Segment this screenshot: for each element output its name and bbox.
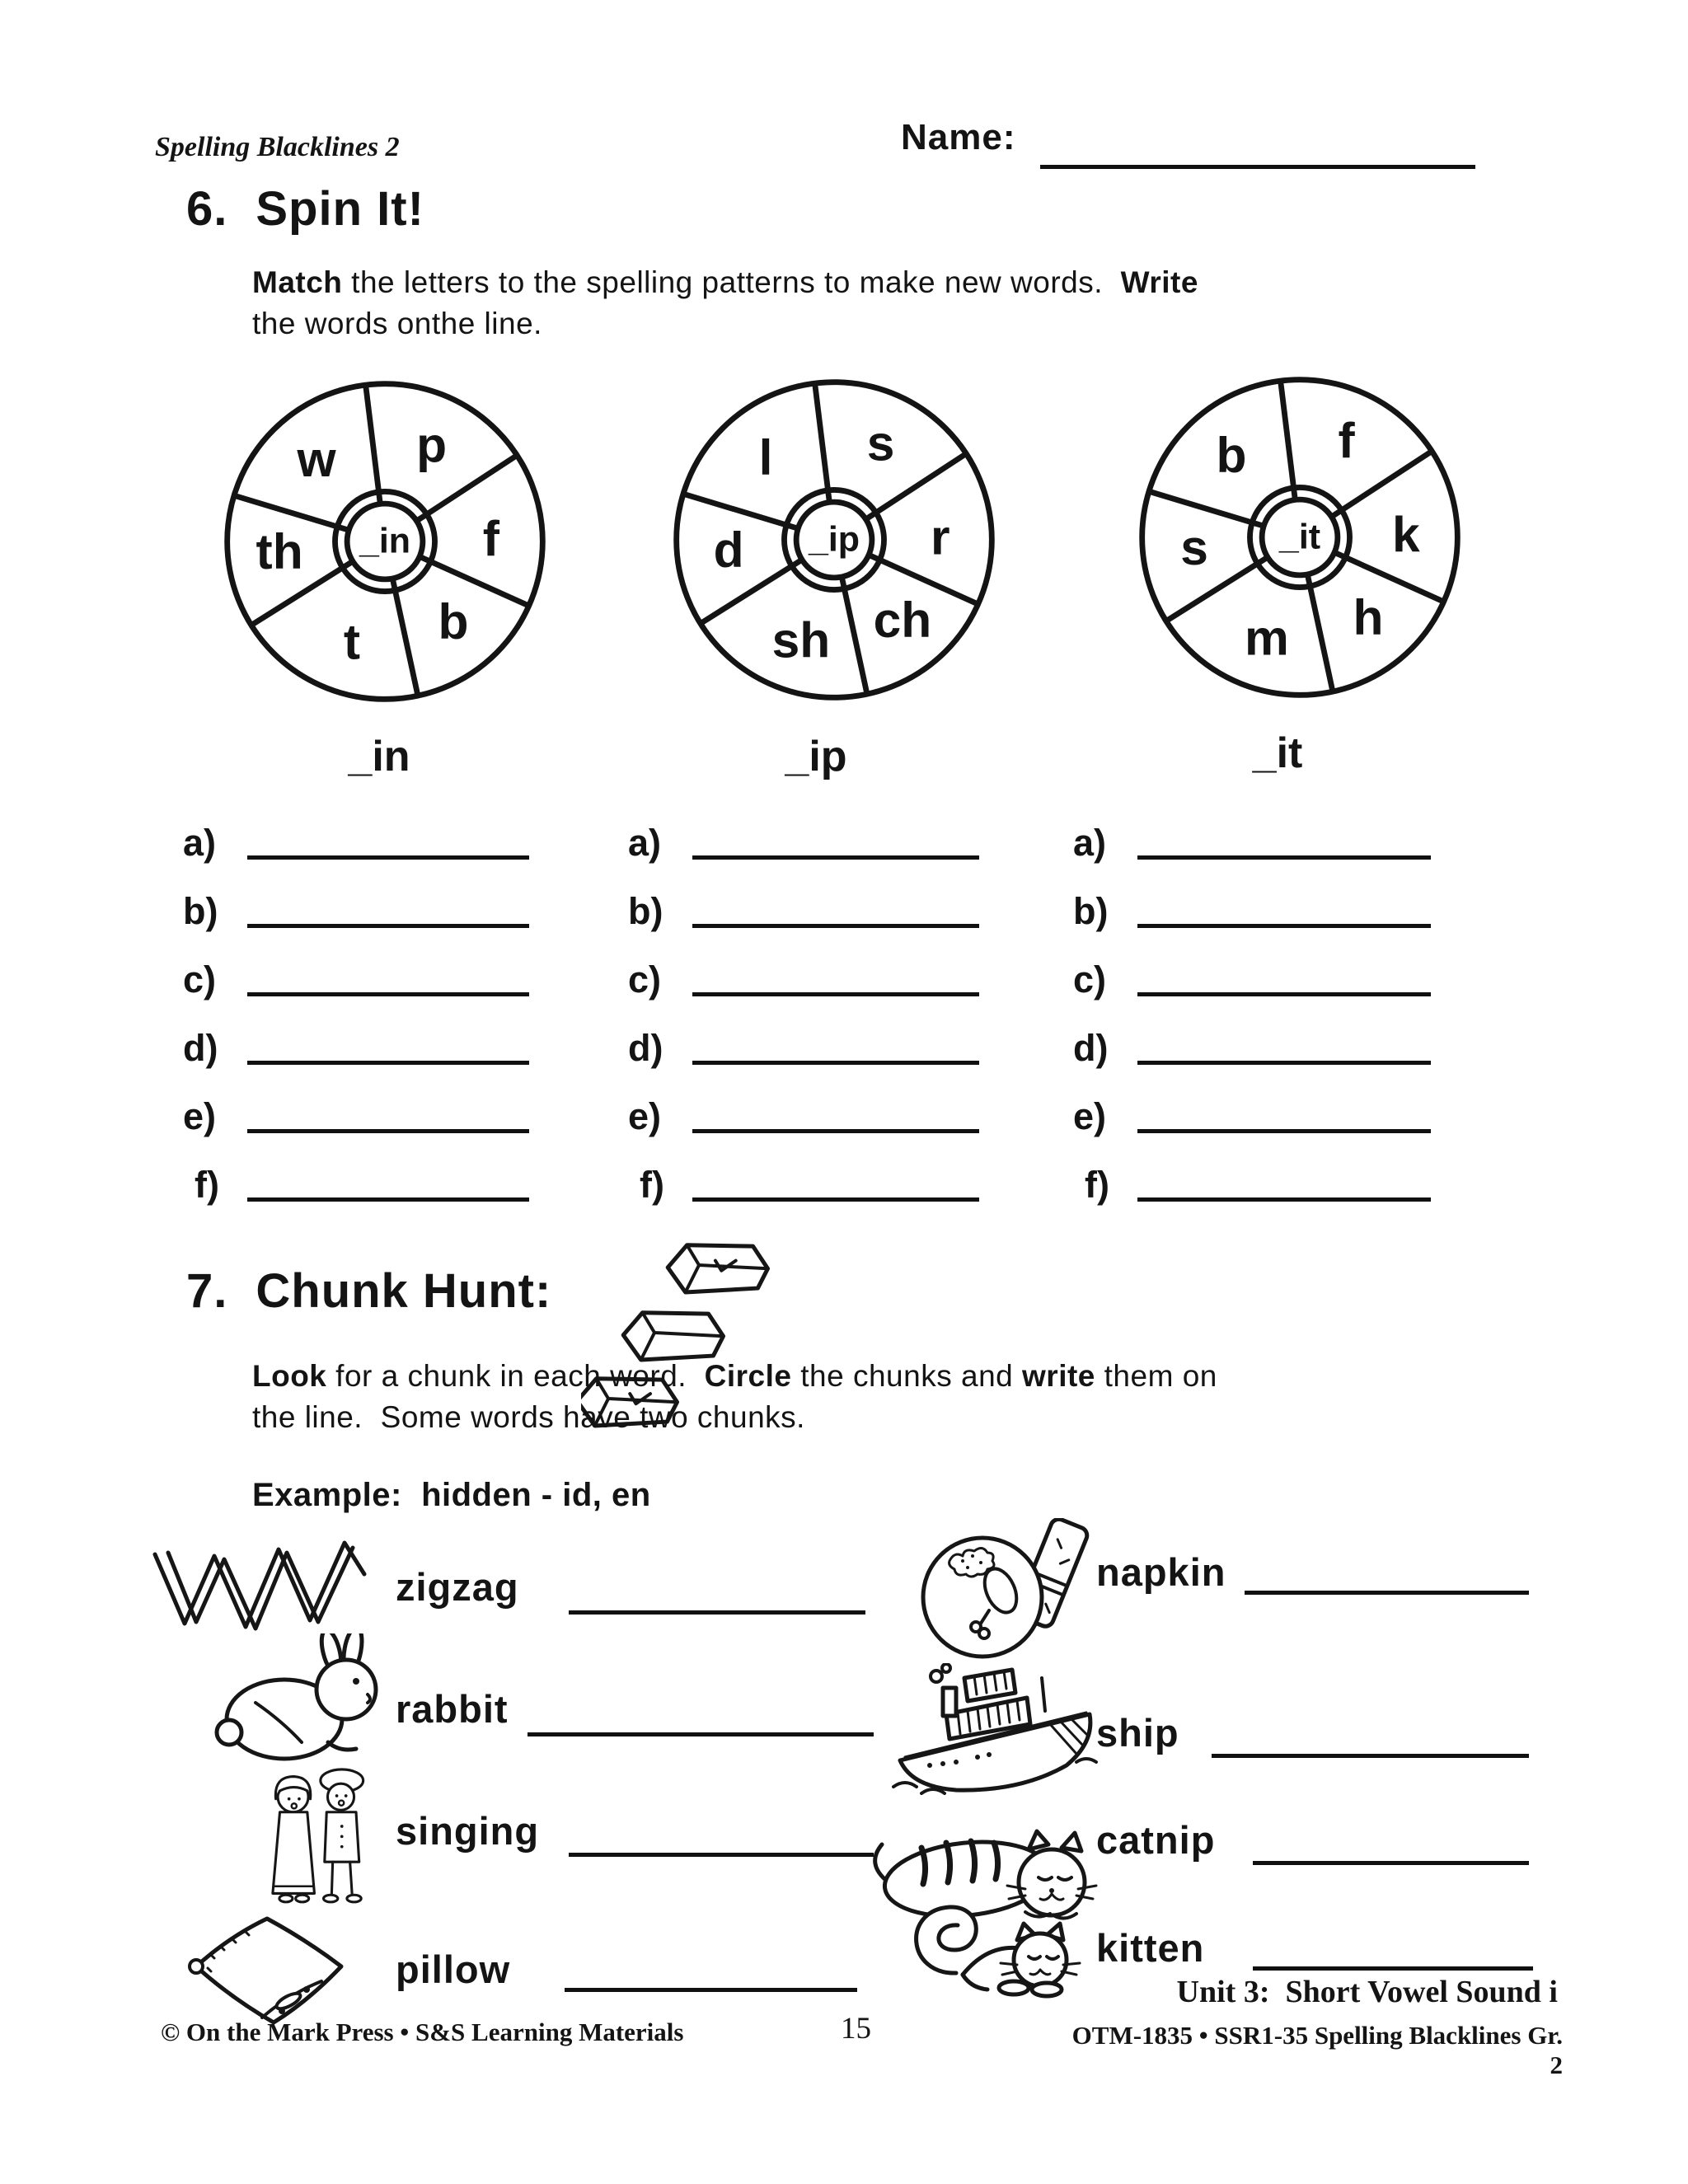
answer-letter: c) (628, 958, 662, 1001)
footer-unit-title: Unit 3: Short Vowel Sound i (1176, 1975, 1558, 2009)
answer-row (1073, 793, 1431, 864)
pattern-label-it: _it (1252, 729, 1303, 777)
wheel2-letter-s: s (866, 415, 895, 471)
chunk-word: catnip (1096, 1818, 1216, 1862)
book-title: Spelling Blacklines 2 (155, 132, 400, 162)
answers-column-it (1073, 793, 1431, 1206)
answer-row (1073, 1066, 1431, 1135)
answer-blank-line[interactable] (1137, 924, 1431, 928)
answer-row (183, 998, 529, 1069)
answer-row (183, 793, 529, 864)
answer-blank-line[interactable] (1137, 1061, 1431, 1065)
answer-blank-line[interactable] (692, 924, 979, 928)
chunk-word: zigzag (396, 1565, 519, 1609)
answer-blank-line[interactable] (692, 855, 979, 860)
answer-letter: e) (628, 1095, 662, 1137)
answer-letter: f) (195, 1164, 219, 1206)
chunk-word: singing (396, 1809, 540, 1853)
answer-letter: d) (1073, 1027, 1109, 1069)
answer-blank-line[interactable] (1137, 855, 1431, 860)
answer-letter: d) (183, 1027, 218, 1069)
chunk-blank-line[interactable] (528, 1732, 874, 1736)
example-text: Example: hidden - id, en (252, 1477, 651, 1513)
answer-letter: a) (1073, 822, 1107, 864)
answer-row (1073, 1135, 1431, 1206)
footer-page-number: 15 (841, 2012, 871, 2046)
answer-row (628, 861, 979, 930)
wheel3-letter-f: f (1338, 412, 1355, 469)
spinner-wheel-it (1131, 368, 1469, 706)
chunk-blank-line[interactable] (1245, 1591, 1529, 1595)
wheel2-letter-d: d (713, 522, 744, 579)
wheel2-letter-r: r (931, 509, 950, 565)
spinner-wheel-ip (665, 371, 1003, 709)
section7-title: Chunk Hunt: (256, 1264, 552, 1318)
section6-instructions: Match the letters to the spelling patterns to make new words. Write the words onthe line. (252, 265, 1198, 340)
rabbit-illustration (206, 1633, 412, 1765)
answer-blank-line[interactable] (692, 1197, 979, 1202)
footer-copyright: © On the Mark Press • S&S Learning Materials (161, 2018, 684, 2046)
answer-blank-line[interactable] (1137, 1197, 1431, 1202)
ship-illustration (889, 1663, 1107, 1816)
wheel1-letter-th: th (256, 523, 303, 580)
wheel2-center-pattern: _ip (808, 519, 860, 560)
answer-letter: f) (640, 1164, 664, 1206)
singing-children-illustration (216, 1765, 422, 1918)
wheel2-letter-l: l (758, 429, 773, 485)
answer-blank-line[interactable] (247, 855, 529, 860)
chunk-word: ship (1096, 1711, 1179, 1755)
answer-blank-line[interactable] (1137, 1129, 1431, 1133)
chunk-word: kitten (1096, 1926, 1205, 1970)
answer-letter: a) (628, 822, 662, 864)
answer-letter: c) (1073, 958, 1107, 1001)
answer-row (183, 1135, 529, 1206)
pattern-label-ip: _ip (785, 733, 847, 780)
chunk-blank-line[interactable] (1253, 1966, 1533, 1971)
answer-row (1073, 998, 1431, 1069)
answers-column-ip (628, 793, 979, 1206)
answer-row (628, 930, 979, 1001)
kitten-illustration (892, 1892, 1090, 1999)
footer-product-code: OTM-1835 • SSR1-35 Spelling Blacklines Gr. 2 (1071, 2021, 1563, 2079)
answer-row (183, 861, 529, 930)
wheel3-center-pattern: _it (1278, 517, 1321, 557)
answer-blank-line[interactable] (692, 1061, 979, 1065)
wheel3-letter-h: h (1353, 589, 1384, 646)
answer-row (628, 1135, 979, 1206)
answer-letter: a) (183, 822, 217, 864)
answer-row (628, 793, 979, 864)
answer-row (183, 930, 529, 1001)
wheel1-letter-t: t (343, 613, 361, 670)
chunk-blank-line[interactable] (569, 1853, 874, 1857)
pillow-illustration (183, 1914, 356, 2029)
name-label: Name: (901, 117, 1016, 157)
wheel2-letter-ch: ch (873, 592, 932, 649)
spinner-wheel-in (216, 373, 554, 710)
chunk-word: rabbit (396, 1687, 509, 1731)
chunk-blank-line[interactable] (1212, 1754, 1529, 1758)
answer-blank-line[interactable] (247, 1129, 529, 1133)
section7-instructions: Look for a chunk in each word. Circle the chunks and write them on the line. Some words have two chunks. (252, 1359, 1217, 1434)
answer-row (1073, 861, 1431, 930)
chunk-blank-line[interactable] (565, 1988, 857, 1992)
answer-row (1073, 930, 1431, 1001)
answer-row (628, 998, 979, 1069)
wheel3-letter-s: s (1180, 519, 1208, 576)
section7-heading (186, 1263, 551, 1319)
wheel1-letter-p: p (416, 416, 448, 473)
section7-number: 7. (186, 1264, 228, 1318)
chunk-word: pillow (396, 1947, 511, 1991)
section6-heading (186, 181, 424, 237)
wheel1-letter-w: w (297, 430, 336, 487)
napkin-plate-illustration (915, 1518, 1092, 1666)
answer-letter: f) (1085, 1164, 1109, 1206)
pattern-label-in: _in (348, 733, 410, 780)
name-blank-line[interactable] (1040, 165, 1475, 169)
answer-blank-line[interactable] (247, 992, 529, 996)
answer-blank-line[interactable] (247, 1197, 529, 1202)
wheel1-letter-f: f (482, 510, 499, 567)
answer-letter: b) (1073, 890, 1109, 932)
answer-blank-line[interactable] (692, 992, 979, 996)
chunk-blank-line[interactable] (1253, 1861, 1529, 1865)
answers-column-in (183, 793, 529, 1206)
answer-letter: b) (183, 890, 218, 932)
section6-number: 6. (186, 182, 228, 236)
answer-letter: d) (628, 1027, 663, 1069)
answer-blank-line[interactable] (247, 1061, 529, 1065)
answer-letter: b) (628, 890, 663, 932)
chunk-blank-line[interactable] (569, 1610, 865, 1615)
wheel1-center-pattern: _in (359, 521, 411, 561)
wheel3-letter-m: m (1245, 609, 1289, 666)
zigzag-illustration (148, 1531, 387, 1643)
wheel2-letter-sh: sh (771, 612, 831, 668)
wheel1-letter-b: b (438, 593, 469, 650)
answer-letter: e) (1073, 1095, 1107, 1137)
wheel3-letter-b: b (1216, 426, 1247, 483)
wheel3-letter-k: k (1392, 506, 1420, 563)
section6-title: Spin It! (256, 182, 424, 236)
chunk-word: napkin (1096, 1550, 1226, 1594)
answer-letter: e) (183, 1095, 217, 1137)
answer-letter: c) (183, 958, 217, 1001)
answer-blank-line[interactable] (247, 924, 529, 928)
answer-blank-line[interactable] (1137, 992, 1431, 996)
answer-row (183, 1066, 529, 1135)
answer-blank-line[interactable] (692, 1129, 979, 1133)
answer-row (628, 1066, 979, 1135)
